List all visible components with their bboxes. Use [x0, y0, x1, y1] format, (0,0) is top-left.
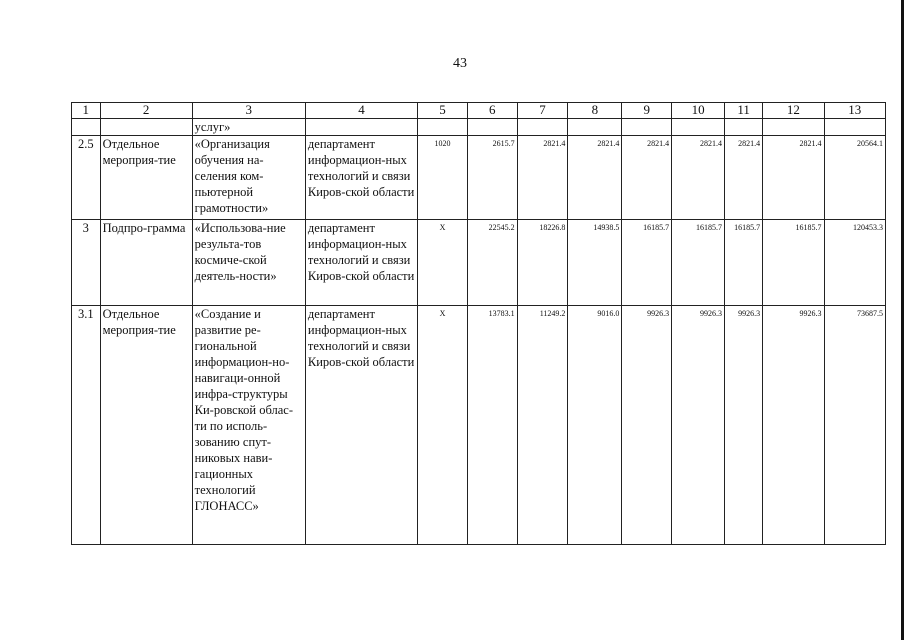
column-header: 5: [418, 103, 468, 119]
row-value: 14938.5: [568, 220, 622, 306]
row-value: 9926.3: [725, 306, 763, 545]
row-value: X: [418, 220, 468, 306]
column-header: 3: [192, 103, 305, 119]
row-name: «Использова-ние результа-тов космиче-ской деятель-ности»: [192, 220, 305, 306]
page-edge-line: [901, 0, 904, 640]
column-header: 7: [517, 103, 568, 119]
row-value: 2821.4: [517, 136, 568, 220]
budget-table: [71, 102, 886, 545]
row-type: Отдельное мероприя-тие: [100, 306, 192, 545]
row-type: Подпро-грамма: [100, 220, 192, 306]
row-value: 16185.7: [725, 220, 763, 306]
column-header: 9: [622, 103, 672, 119]
row-value: 2821.4: [763, 136, 824, 220]
row-value: 11249.2: [517, 306, 568, 545]
row-value: 18226.8: [517, 220, 568, 306]
row-value: 16185.7: [763, 220, 824, 306]
row-value: 2821.4: [725, 136, 763, 220]
row-value: 9016.0: [568, 306, 622, 545]
column-header: 10: [672, 103, 725, 119]
row-name: «Создание и развитие ре-гиональной информацион-но-навигаци-онной инфра-структуры Ки-ровской облас-ти по исполь-зованию спут-никовых нави-гационных технологий ГЛОНАСС»: [192, 306, 305, 545]
column-header: 12: [763, 103, 824, 119]
column-header: 8: [568, 103, 622, 119]
row-value: 120453.3: [824, 220, 885, 306]
table-row: [72, 220, 886, 306]
column-header: 13: [824, 103, 885, 119]
page-number: 43: [453, 56, 467, 71]
row-number: 2.5: [72, 136, 101, 220]
row-value: X: [418, 306, 468, 545]
row-value: 16185.7: [672, 220, 725, 306]
row-value: 2821.4: [622, 136, 672, 220]
row-executor: департамент информацион-ных технологий и связи Киров-ской области: [305, 220, 417, 306]
row-value: 9926.3: [763, 306, 824, 545]
column-header: 4: [305, 103, 417, 119]
row-type: Отдельное мероприя-тие: [100, 136, 192, 220]
table-row: [72, 136, 886, 220]
row-name: «Организация обучения на-селения ком-пьютерной грамотности»: [192, 136, 305, 220]
table-row: [72, 306, 886, 545]
row-value: 16185.7: [622, 220, 672, 306]
table-header-row: [72, 103, 886, 119]
column-header: 2: [100, 103, 192, 119]
continuation-row: [72, 119, 886, 136]
column-header: 6: [467, 103, 517, 119]
row-number: 3.1: [72, 306, 101, 545]
row-value: 73687.5: [824, 306, 885, 545]
row-value: 13783.1: [467, 306, 517, 545]
row-value: 22545.2: [467, 220, 517, 306]
row-value: 9926.3: [622, 306, 672, 545]
row-executor: департамент информацион-ных технологий и связи Киров-ской области: [305, 136, 417, 220]
column-header: 1: [72, 103, 101, 119]
row-number: 3: [72, 220, 101, 306]
continued-text: услуг»: [192, 119, 305, 136]
row-value: 2615.7: [467, 136, 517, 220]
row-value: 2821.4: [568, 136, 622, 220]
column-header: 11: [725, 103, 763, 119]
row-value: 1020: [418, 136, 468, 220]
row-executor: департамент информацион-ных технологий и связи Киров-ской области: [305, 306, 417, 545]
row-value: 9926.3: [672, 306, 725, 545]
row-value: 20564.1: [824, 136, 885, 220]
row-value: 2821.4: [672, 136, 725, 220]
